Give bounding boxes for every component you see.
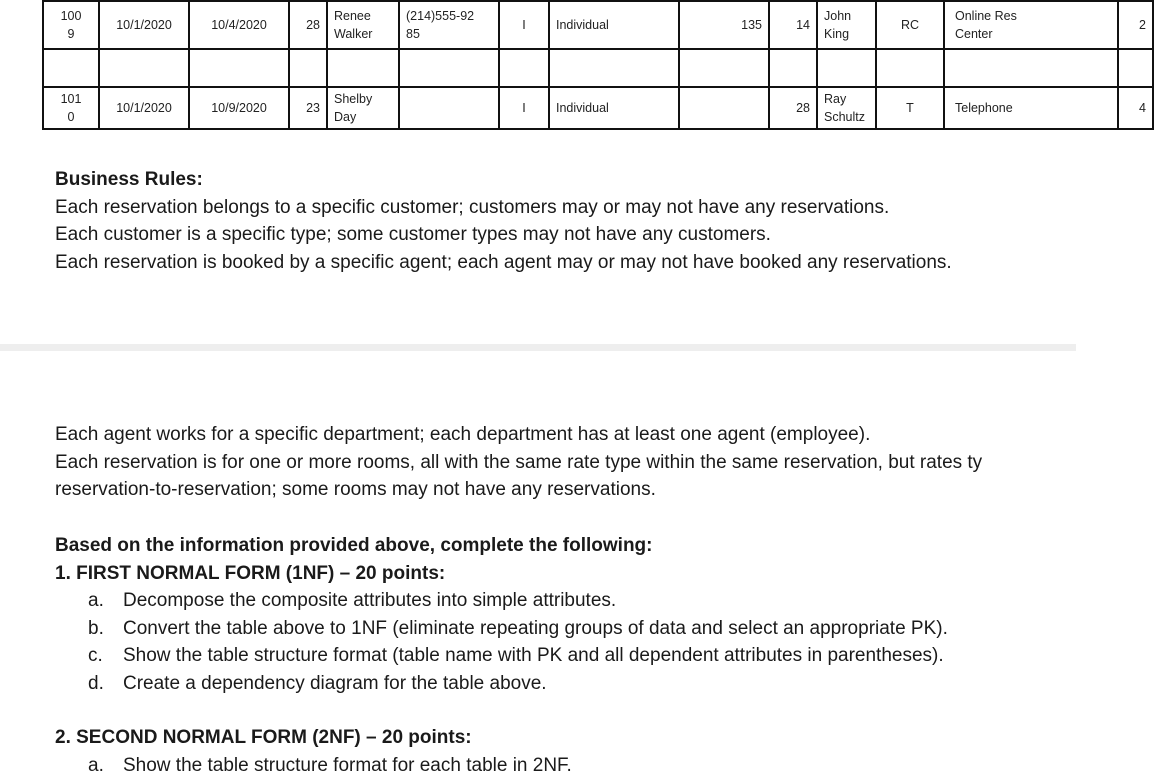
- business-rules-continued: [55, 421, 982, 504]
- section-2nf-list: [88, 752, 572, 780]
- section-2nf: [55, 724, 472, 752]
- list-item: b. Convert the table above to 1NF (eliminate repeating groups of data and select an appropriate PK).: [88, 617, 948, 639]
- table-row-empty: [43, 49, 1153, 87]
- count-cell: 2: [1118, 1, 1153, 49]
- instructions: [55, 532, 653, 587]
- business-rule: Each reservation is for one or more rooms, all with the same rate type within the same reservation, but rates ty: [55, 451, 983, 473]
- date-cell: 10/1/2020: [99, 87, 189, 129]
- agent-number-cell: 14: [769, 1, 817, 49]
- table-row: [43, 87, 1153, 129]
- channel-cell: Telephone: [944, 87, 1118, 129]
- instructions-intro: Based on the information provided above, complete the following:: [55, 535, 653, 556]
- business-rules: [55, 166, 952, 276]
- business-rule: Each reservation belongs to a specific customer; customers may or may not have any reservations.: [55, 196, 890, 218]
- page-separator: [0, 344, 1076, 351]
- channel-cell: Online Res Center: [944, 1, 1118, 49]
- reservation-id-cell: 101 0: [43, 87, 99, 129]
- number-cell: 23: [289, 87, 327, 129]
- department-cell: RC: [876, 1, 944, 49]
- date-cell: 10/4/2020: [189, 1, 289, 49]
- date-cell: 10/1/2020: [99, 1, 189, 49]
- section-2nf-title: 2. SECOND NORMAL FORM (2NF) – 20 points:: [55, 727, 472, 748]
- list-item: a. Show the table structure format for each table in 2NF.: [88, 755, 572, 776]
- customer-name-cell: Shelby Day: [327, 87, 399, 129]
- phone-cell: (214)555-92 85: [399, 1, 499, 49]
- reservation-id-cell: 100 9: [43, 1, 99, 49]
- count-cell: 4: [1118, 87, 1153, 129]
- section-1nf-list: [88, 587, 948, 697]
- reservation-table-fragment: [42, 0, 1146, 130]
- section-1nf-title: 1. FIRST NORMAL FORM (1NF) – 20 points:: [55, 562, 446, 584]
- phone-cell: [399, 87, 499, 129]
- reservation-table: [42, 0, 1154, 130]
- rate-cell: 135: [679, 1, 769, 49]
- list-item: d. Create a dependency diagram for the table above.: [88, 672, 547, 694]
- business-rules-heading: Business Rules:: [55, 169, 203, 190]
- customer-type-cell: Individual: [549, 87, 679, 129]
- agent-number-cell: 28: [769, 87, 817, 129]
- department-cell: T: [876, 87, 944, 129]
- business-rule: Each agent works for a specific department; each department has at least one agent (employee).: [55, 424, 871, 445]
- business-rule: Each customer is a specific type; some customer types may not have any customers.: [55, 224, 771, 245]
- rate-cell: [679, 87, 769, 129]
- number-cell: 28: [289, 1, 327, 49]
- date-cell: 10/9/2020: [189, 87, 289, 129]
- customer-type-cell: Individual: [549, 1, 679, 49]
- customer-type-code-cell: I: [499, 1, 549, 49]
- table-row: [43, 1, 1153, 49]
- customer-type-code-cell: I: [499, 87, 549, 129]
- business-rule: Each reservation is booked by a specific agent; each agent may or may not have booked any reservations.: [55, 251, 952, 273]
- agent-name-cell: Ray Schultz: [817, 87, 876, 129]
- list-item: a. Decompose the composite attributes into simple attributes.: [88, 590, 617, 611]
- customer-name-cell: Renee Walker: [327, 1, 399, 49]
- list-item: c. Show the table structure format (table name with PK and all dependent attributes in parentheses).: [88, 645, 944, 666]
- agent-name-cell: John King: [817, 1, 876, 49]
- business-rule: reservation-to-reservation; some rooms may not have any reservations.: [55, 479, 656, 500]
